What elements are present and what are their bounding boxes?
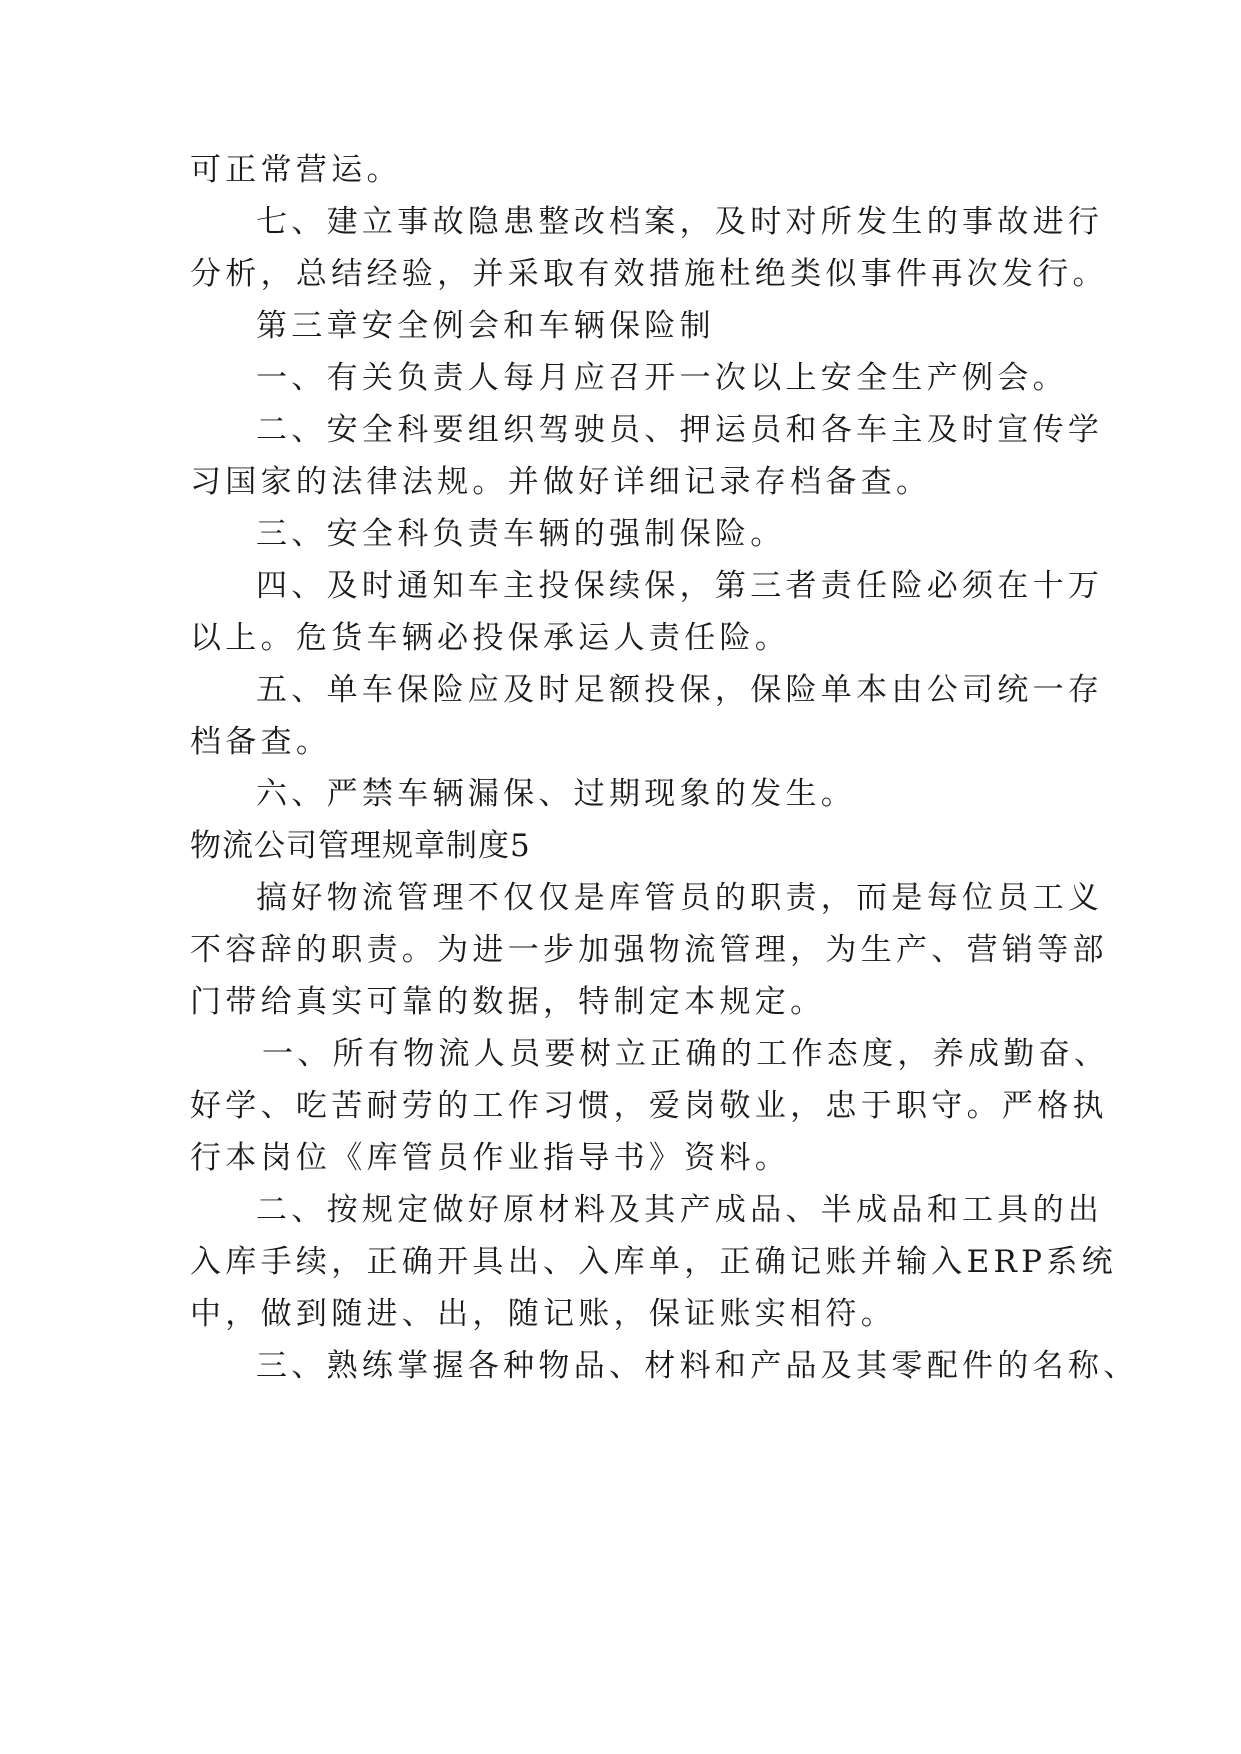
paragraph-line: 以上。危货车辆必投保承运人责任险。 <box>190 620 791 656</box>
paragraph-line: 行本岗位《库管员作业指导书》资料。 <box>190 1140 791 1176</box>
paragraph-line: 二、按规定做好原材料及其产成品、半成品和工具的出 <box>256 1192 1104 1228</box>
paragraph-line: 档备查。 <box>190 724 332 760</box>
paragraph-line: 二、安全科要组织驾驶员、押运员和各车主及时宣传学 <box>256 412 1104 448</box>
paragraph-line: 三、熟练掌握各种物品、材料和产品及其零配件的名称、 <box>256 1348 1139 1384</box>
section-title: 物流公司管理规章制度5 <box>190 828 531 864</box>
paragraph-line: 一、所有物流人员要树立正确的工作态度，养成勤奋、 <box>262 1036 1110 1072</box>
paragraph-line: 一、有关负责人每月应召开一次以上安全生产例会。 <box>256 360 1068 396</box>
paragraph-line: 搞好物流管理不仅仅是库管员的职责，而是每位员工义 <box>256 880 1104 916</box>
paragraph-line: 可正常营运。 <box>190 152 402 188</box>
paragraph-line: 好学、吃苦耐劳的工作习惯，爱岗敬业，忠于职守。严格执 <box>190 1088 1108 1124</box>
paragraph-line: 门带给真实可靠的数据，特制定本规定。 <box>190 984 826 1020</box>
paragraph-line: 习国家的法律法规。并做好详细记录存档备查。 <box>190 464 932 500</box>
paragraph-line: 不容辞的职责。为进一步加强物流管理，为生产、营销等部 <box>190 932 1108 968</box>
chapter-heading: 第三章安全例会和车辆保险制 <box>256 308 715 344</box>
paragraph-line: 三、安全科负责车辆的强制保险。 <box>256 516 786 552</box>
paragraph-line: 四、及时通知车主投保续保，第三者责任险必须在十万 <box>256 568 1104 604</box>
paragraph-line: 中，做到随进、出，随记账，保证账实相符。 <box>190 1296 896 1332</box>
paragraph-line: 六、严禁车辆漏保、过期现象的发生。 <box>256 776 857 812</box>
paragraph-line: 五、单车保险应及时足额投保，保险单本由公司统一存 <box>256 672 1104 708</box>
paragraph-line: 分析，总结经验，并采取有效措施杜绝类似事件再次发行。 <box>190 256 1108 292</box>
paragraph-line: 入库手续，正确开具出、入库单，正确记账并输入ERP系统 <box>190 1244 1117 1280</box>
paragraph-line: 七、建立事故隐患整改档案，及时对所发生的事故进行 <box>256 204 1104 240</box>
